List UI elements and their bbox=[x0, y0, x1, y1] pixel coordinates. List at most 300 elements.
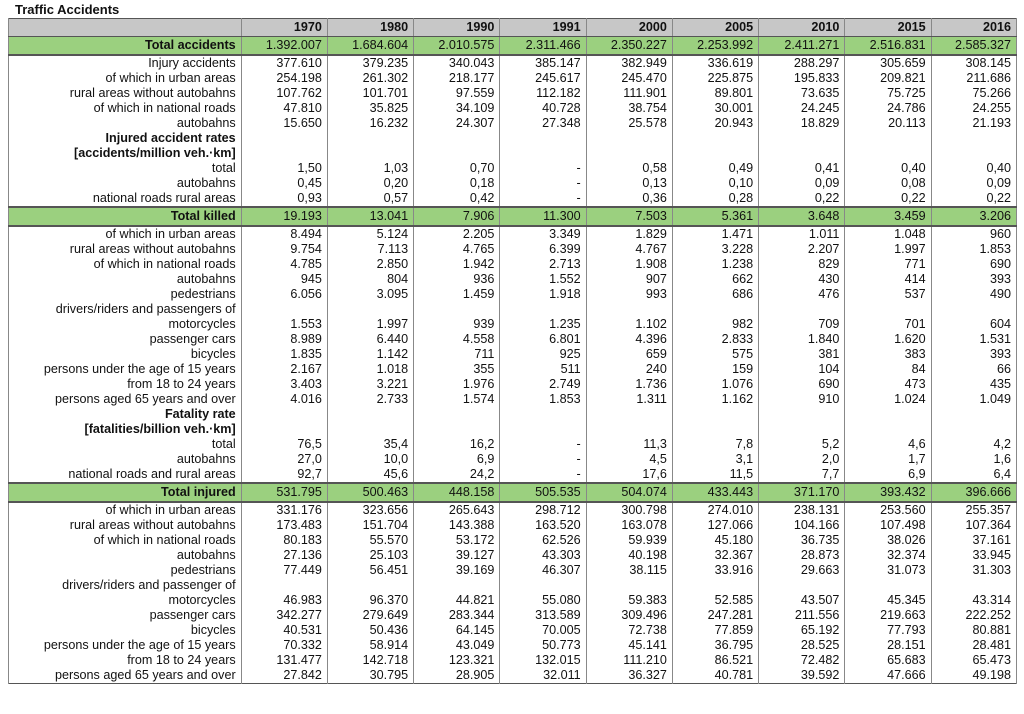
value-cell: 331.176 bbox=[241, 502, 327, 518]
value-cell: 393 bbox=[931, 347, 1016, 362]
value-cell: 274.010 bbox=[672, 502, 758, 518]
value-cell bbox=[931, 146, 1016, 161]
value-cell: 27.842 bbox=[241, 668, 327, 684]
value-cell: - bbox=[500, 191, 586, 207]
value-cell: 0,42 bbox=[414, 191, 500, 207]
table-row bbox=[9, 176, 1017, 191]
value-cell: 33.916 bbox=[672, 563, 758, 578]
table-row bbox=[9, 116, 1017, 131]
value-cell: 39.169 bbox=[414, 563, 500, 578]
value-cell: 45,6 bbox=[327, 467, 413, 483]
row-label: motorcycles bbox=[9, 317, 242, 332]
value-cell: 59.383 bbox=[586, 593, 672, 608]
value-cell: 1.459 bbox=[414, 287, 500, 302]
value-cell: 86.521 bbox=[672, 653, 758, 668]
value-cell: 2.253.992 bbox=[672, 37, 758, 56]
value-cell bbox=[759, 131, 845, 146]
row-label: of which in national roads bbox=[9, 257, 242, 272]
value-cell: 46.983 bbox=[241, 593, 327, 608]
value-cell: 907 bbox=[586, 272, 672, 287]
value-cell: 382.949 bbox=[586, 55, 672, 71]
value-cell: 385.147 bbox=[500, 55, 586, 71]
value-cell: 247.281 bbox=[672, 608, 758, 623]
value-cell: - bbox=[500, 176, 586, 191]
row-label: from 18 to 24 years bbox=[9, 377, 242, 392]
value-cell: 84 bbox=[845, 362, 931, 377]
value-cell: 36.327 bbox=[586, 668, 672, 684]
value-cell: 111.901 bbox=[586, 86, 672, 101]
value-cell: 37.161 bbox=[931, 533, 1016, 548]
value-cell: 32.367 bbox=[672, 548, 758, 563]
row-label: persons under the age of 15 years bbox=[9, 362, 242, 377]
value-cell: 65.683 bbox=[845, 653, 931, 668]
value-cell: 690 bbox=[931, 257, 1016, 272]
row-label: total bbox=[9, 437, 242, 452]
row-label: autobahns bbox=[9, 176, 242, 191]
value-cell bbox=[759, 302, 845, 317]
value-cell: 0,22 bbox=[931, 191, 1016, 207]
value-cell bbox=[414, 131, 500, 146]
row-label: pedestrians bbox=[9, 563, 242, 578]
value-cell: 77.449 bbox=[241, 563, 327, 578]
table-row bbox=[9, 638, 1017, 653]
value-cell: 2.411.271 bbox=[759, 37, 845, 56]
value-cell: 0,13 bbox=[586, 176, 672, 191]
value-cell: 308.145 bbox=[931, 55, 1016, 71]
row-label: from 18 to 24 years bbox=[9, 653, 242, 668]
row-label: Injured accident rates bbox=[9, 131, 242, 146]
value-cell: 65.473 bbox=[931, 653, 1016, 668]
value-cell bbox=[672, 422, 758, 437]
value-cell bbox=[759, 407, 845, 422]
value-cell: 283.344 bbox=[414, 608, 500, 623]
value-cell: 7,7 bbox=[759, 467, 845, 483]
value-cell: 2.749 bbox=[500, 377, 586, 392]
value-cell: 80.881 bbox=[931, 623, 1016, 638]
value-cell: 711 bbox=[414, 347, 500, 362]
row-label: passenger cars bbox=[9, 608, 242, 623]
value-cell: 38.115 bbox=[586, 563, 672, 578]
value-cell: 1.574 bbox=[414, 392, 500, 407]
value-cell: 70.332 bbox=[241, 638, 327, 653]
value-cell: 0,49 bbox=[672, 161, 758, 176]
value-cell: 5.361 bbox=[672, 207, 758, 226]
value-cell: 829 bbox=[759, 257, 845, 272]
value-cell: 16,2 bbox=[414, 437, 500, 452]
value-cell: 97.559 bbox=[414, 86, 500, 101]
value-cell: 342.277 bbox=[241, 608, 327, 623]
value-cell: 4.765 bbox=[414, 242, 500, 257]
value-cell: 414 bbox=[845, 272, 931, 287]
value-cell: 47.810 bbox=[241, 101, 327, 116]
value-cell: 448.158 bbox=[414, 483, 500, 502]
value-cell: 52.585 bbox=[672, 593, 758, 608]
value-cell bbox=[845, 578, 931, 593]
value-cell: 1.829 bbox=[586, 226, 672, 242]
value-cell bbox=[759, 578, 845, 593]
value-cell: 53.172 bbox=[414, 533, 500, 548]
table-row bbox=[9, 101, 1017, 116]
total-row bbox=[9, 483, 1017, 502]
value-cell bbox=[500, 146, 586, 161]
value-cell: 0,09 bbox=[931, 176, 1016, 191]
value-cell bbox=[500, 302, 586, 317]
table-row bbox=[9, 71, 1017, 86]
value-cell: 6.056 bbox=[241, 287, 327, 302]
value-cell: 2.850 bbox=[327, 257, 413, 272]
row-label: national roads rural areas bbox=[9, 191, 242, 207]
value-cell: 20.113 bbox=[845, 116, 931, 131]
value-cell: 25.103 bbox=[327, 548, 413, 563]
value-cell: 40.531 bbox=[241, 623, 327, 638]
value-cell: 1.997 bbox=[845, 242, 931, 257]
value-cell: 211.556 bbox=[759, 608, 845, 623]
value-cell: 218.177 bbox=[414, 71, 500, 86]
value-cell: 709 bbox=[759, 317, 845, 332]
row-label: pedestrians bbox=[9, 287, 242, 302]
value-cell: 0,10 bbox=[672, 176, 758, 191]
value-cell: 476 bbox=[759, 287, 845, 302]
table-row bbox=[9, 407, 1017, 422]
value-cell: 24.255 bbox=[931, 101, 1016, 116]
value-cell: 355 bbox=[414, 362, 500, 377]
value-cell bbox=[414, 422, 500, 437]
value-cell bbox=[414, 146, 500, 161]
value-cell: 659 bbox=[586, 347, 672, 362]
value-cell: 44.821 bbox=[414, 593, 500, 608]
value-cell: 59.939 bbox=[586, 533, 672, 548]
value-cell: 298.712 bbox=[500, 502, 586, 518]
value-cell: 55.080 bbox=[500, 593, 586, 608]
value-cell: 28.481 bbox=[931, 638, 1016, 653]
value-cell bbox=[500, 407, 586, 422]
row-label: of which in national roads bbox=[9, 101, 242, 116]
value-cell: - bbox=[500, 452, 586, 467]
value-cell bbox=[586, 407, 672, 422]
value-cell: 253.560 bbox=[845, 502, 931, 518]
value-cell: 64.145 bbox=[414, 623, 500, 638]
value-cell bbox=[931, 131, 1016, 146]
value-cell bbox=[414, 407, 500, 422]
value-cell: 32.011 bbox=[500, 668, 586, 684]
value-cell: 1.835 bbox=[241, 347, 327, 362]
value-cell: 0,41 bbox=[759, 161, 845, 176]
value-cell: 279.649 bbox=[327, 608, 413, 623]
value-cell: 0,22 bbox=[845, 191, 931, 207]
table-row bbox=[9, 146, 1017, 161]
year-header-1970: 1970 bbox=[241, 19, 327, 37]
table-row bbox=[9, 317, 1017, 332]
value-cell: 1.942 bbox=[414, 257, 500, 272]
value-cell: 701 bbox=[845, 317, 931, 332]
value-cell: 4,2 bbox=[931, 437, 1016, 452]
value-cell bbox=[672, 302, 758, 317]
value-cell: 3.648 bbox=[759, 207, 845, 226]
value-cell: 18.829 bbox=[759, 116, 845, 131]
value-cell bbox=[241, 407, 327, 422]
value-cell: 159 bbox=[672, 362, 758, 377]
value-cell: 43.303 bbox=[500, 548, 586, 563]
value-cell: 6.440 bbox=[327, 332, 413, 347]
value-cell: 65.192 bbox=[759, 623, 845, 638]
value-cell bbox=[845, 131, 931, 146]
value-cell bbox=[500, 131, 586, 146]
row-label: passenger cars bbox=[9, 332, 242, 347]
value-cell: 0,40 bbox=[931, 161, 1016, 176]
value-cell: 261.302 bbox=[327, 71, 413, 86]
value-cell: 33.945 bbox=[931, 548, 1016, 563]
value-cell: 163.078 bbox=[586, 518, 672, 533]
row-label: Injury accidents bbox=[9, 55, 242, 71]
value-cell: 101.701 bbox=[327, 86, 413, 101]
table-row bbox=[9, 467, 1017, 483]
table-body bbox=[9, 37, 1017, 684]
value-cell: 1.011 bbox=[759, 226, 845, 242]
value-cell: 11.300 bbox=[500, 207, 586, 226]
value-cell: 982 bbox=[672, 317, 758, 332]
value-cell: 28.151 bbox=[845, 638, 931, 653]
value-cell bbox=[241, 422, 327, 437]
value-cell: 1.162 bbox=[672, 392, 758, 407]
value-cell: 27.136 bbox=[241, 548, 327, 563]
value-cell: 10,0 bbox=[327, 452, 413, 467]
table-row bbox=[9, 578, 1017, 593]
value-cell bbox=[586, 578, 672, 593]
value-cell: 58.914 bbox=[327, 638, 413, 653]
table-row bbox=[9, 287, 1017, 302]
value-cell bbox=[672, 146, 758, 161]
value-cell: 45.180 bbox=[672, 533, 758, 548]
value-cell: 30.795 bbox=[327, 668, 413, 684]
value-cell: 35.825 bbox=[327, 101, 413, 116]
value-cell: 127.066 bbox=[672, 518, 758, 533]
value-cell: 3.221 bbox=[327, 377, 413, 392]
value-cell: 323.656 bbox=[327, 502, 413, 518]
value-cell: 3.349 bbox=[500, 226, 586, 242]
value-cell: 0,28 bbox=[672, 191, 758, 207]
table-row bbox=[9, 362, 1017, 377]
value-cell: 46.307 bbox=[500, 563, 586, 578]
value-cell: 80.183 bbox=[241, 533, 327, 548]
value-cell: 771 bbox=[845, 257, 931, 272]
table-row bbox=[9, 422, 1017, 437]
value-cell: 76,5 bbox=[241, 437, 327, 452]
table-row bbox=[9, 437, 1017, 452]
year-header-2005: 2005 bbox=[672, 19, 758, 37]
value-cell: 50.436 bbox=[327, 623, 413, 638]
table-row bbox=[9, 518, 1017, 533]
value-cell: 2.167 bbox=[241, 362, 327, 377]
value-cell: 255.357 bbox=[931, 502, 1016, 518]
value-cell: 1.908 bbox=[586, 257, 672, 272]
value-cell bbox=[414, 302, 500, 317]
table-row bbox=[9, 86, 1017, 101]
table-row bbox=[9, 502, 1017, 518]
table-row bbox=[9, 302, 1017, 317]
value-cell bbox=[327, 146, 413, 161]
value-cell: 309.496 bbox=[586, 608, 672, 623]
value-cell: 2.833 bbox=[672, 332, 758, 347]
value-cell: 56.451 bbox=[327, 563, 413, 578]
value-cell: 1.531 bbox=[931, 332, 1016, 347]
value-cell: 55.570 bbox=[327, 533, 413, 548]
value-cell: 379.235 bbox=[327, 55, 413, 71]
table-row bbox=[9, 377, 1017, 392]
value-cell: 1.392.007 bbox=[241, 37, 327, 56]
value-cell: 3.095 bbox=[327, 287, 413, 302]
value-cell bbox=[845, 407, 931, 422]
value-cell bbox=[327, 422, 413, 437]
value-cell: 5.124 bbox=[327, 226, 413, 242]
value-cell: 15.650 bbox=[241, 116, 327, 131]
value-cell: 0,40 bbox=[845, 161, 931, 176]
value-cell: 0,18 bbox=[414, 176, 500, 191]
value-cell: 77.793 bbox=[845, 623, 931, 638]
value-cell: 3.206 bbox=[931, 207, 1016, 226]
value-cell: 6,4 bbox=[931, 467, 1016, 483]
year-header-2015: 2015 bbox=[845, 19, 931, 37]
value-cell: 925 bbox=[500, 347, 586, 362]
value-cell bbox=[931, 407, 1016, 422]
value-cell: 2.207 bbox=[759, 242, 845, 257]
value-cell: 433.443 bbox=[672, 483, 758, 502]
value-cell: 2.585.327 bbox=[931, 37, 1016, 56]
value-cell: 1.840 bbox=[759, 332, 845, 347]
value-cell: 40.781 bbox=[672, 668, 758, 684]
value-cell bbox=[845, 422, 931, 437]
row-label: persons under the age of 15 years bbox=[9, 638, 242, 653]
value-cell: 1.853 bbox=[931, 242, 1016, 257]
value-cell: 24.245 bbox=[759, 101, 845, 116]
value-cell: 62.526 bbox=[500, 533, 586, 548]
table-row bbox=[9, 347, 1017, 362]
value-cell: 27,0 bbox=[241, 452, 327, 467]
value-cell: 500.463 bbox=[327, 483, 413, 502]
value-cell: 89.801 bbox=[672, 86, 758, 101]
value-cell: 132.015 bbox=[500, 653, 586, 668]
value-cell: 1.471 bbox=[672, 226, 758, 242]
value-cell: 8.989 bbox=[241, 332, 327, 347]
year-header-2010: 2010 bbox=[759, 19, 845, 37]
value-cell: 6,9 bbox=[845, 467, 931, 483]
row-label: autobahns bbox=[9, 116, 242, 131]
value-cell: 511 bbox=[500, 362, 586, 377]
value-cell: 75.266 bbox=[931, 86, 1016, 101]
value-cell bbox=[586, 422, 672, 437]
value-cell: 4.767 bbox=[586, 242, 672, 257]
value-cell: 39.127 bbox=[414, 548, 500, 563]
value-cell bbox=[672, 131, 758, 146]
row-label: [fatalities/billion veh.·km] bbox=[9, 422, 242, 437]
value-cell: 1.076 bbox=[672, 377, 758, 392]
value-cell: 2.010.575 bbox=[414, 37, 500, 56]
value-cell: 20.943 bbox=[672, 116, 758, 131]
year-header-2000: 2000 bbox=[586, 19, 672, 37]
value-cell: 2.733 bbox=[327, 392, 413, 407]
value-cell: 31.073 bbox=[845, 563, 931, 578]
value-cell: 288.297 bbox=[759, 55, 845, 71]
table-row bbox=[9, 191, 1017, 207]
value-cell: 238.131 bbox=[759, 502, 845, 518]
traffic-accidents-table bbox=[8, 18, 1017, 684]
value-cell: 340.043 bbox=[414, 55, 500, 71]
value-cell bbox=[241, 302, 327, 317]
value-cell: 377.610 bbox=[241, 55, 327, 71]
value-cell: 107.364 bbox=[931, 518, 1016, 533]
table-row bbox=[9, 257, 1017, 272]
value-cell: 11,3 bbox=[586, 437, 672, 452]
value-cell: 38.026 bbox=[845, 533, 931, 548]
value-cell: 31.303 bbox=[931, 563, 1016, 578]
value-cell: 43.049 bbox=[414, 638, 500, 653]
value-cell: 107.762 bbox=[241, 86, 327, 101]
table-title: Traffic Accidents bbox=[15, 2, 120, 17]
value-cell: 2,0 bbox=[759, 452, 845, 467]
value-cell: 2.516.831 bbox=[845, 37, 931, 56]
table-row bbox=[9, 392, 1017, 407]
value-cell: 92,7 bbox=[241, 467, 327, 483]
value-cell: 939 bbox=[414, 317, 500, 332]
value-cell: 2.350.227 bbox=[586, 37, 672, 56]
value-cell bbox=[759, 146, 845, 161]
value-cell: 1.853 bbox=[500, 392, 586, 407]
value-cell: 396.666 bbox=[931, 483, 1016, 502]
value-cell: 16.232 bbox=[327, 116, 413, 131]
value-cell: 1.049 bbox=[931, 392, 1016, 407]
value-cell: 107.498 bbox=[845, 518, 931, 533]
header-label-cell bbox=[9, 19, 242, 37]
value-cell: - bbox=[500, 467, 586, 483]
table-row bbox=[9, 332, 1017, 347]
value-cell: 6.399 bbox=[500, 242, 586, 257]
value-cell bbox=[414, 578, 500, 593]
value-cell: 313.589 bbox=[500, 608, 586, 623]
value-cell: 28.905 bbox=[414, 668, 500, 684]
table-row bbox=[9, 55, 1017, 71]
value-cell: 1.102 bbox=[586, 317, 672, 332]
value-cell bbox=[327, 578, 413, 593]
value-cell: 7.906 bbox=[414, 207, 500, 226]
value-cell bbox=[586, 302, 672, 317]
value-cell: 0,93 bbox=[241, 191, 327, 207]
value-cell: 104 bbox=[759, 362, 845, 377]
value-cell: 945 bbox=[241, 272, 327, 287]
value-cell: 96.370 bbox=[327, 593, 413, 608]
value-cell: 72.482 bbox=[759, 653, 845, 668]
value-cell: 1,7 bbox=[845, 452, 931, 467]
value-cell: 222.252 bbox=[931, 608, 1016, 623]
table-row bbox=[9, 452, 1017, 467]
value-cell: 40.198 bbox=[586, 548, 672, 563]
value-cell: 0,70 bbox=[414, 161, 500, 176]
table-row bbox=[9, 623, 1017, 638]
value-cell: 804 bbox=[327, 272, 413, 287]
value-cell: 1.024 bbox=[845, 392, 931, 407]
year-header-1990: 1990 bbox=[414, 19, 500, 37]
value-cell: 38.754 bbox=[586, 101, 672, 116]
row-label: of which in national roads bbox=[9, 533, 242, 548]
value-cell: 2.311.466 bbox=[500, 37, 586, 56]
value-cell: 240 bbox=[586, 362, 672, 377]
value-cell: 505.535 bbox=[500, 483, 586, 502]
value-cell: 173.483 bbox=[241, 518, 327, 533]
value-cell bbox=[241, 146, 327, 161]
value-cell: 7,8 bbox=[672, 437, 758, 452]
table-row bbox=[9, 668, 1017, 684]
value-cell bbox=[672, 578, 758, 593]
row-label: Fatality rate bbox=[9, 407, 242, 422]
value-cell: 25.578 bbox=[586, 116, 672, 131]
